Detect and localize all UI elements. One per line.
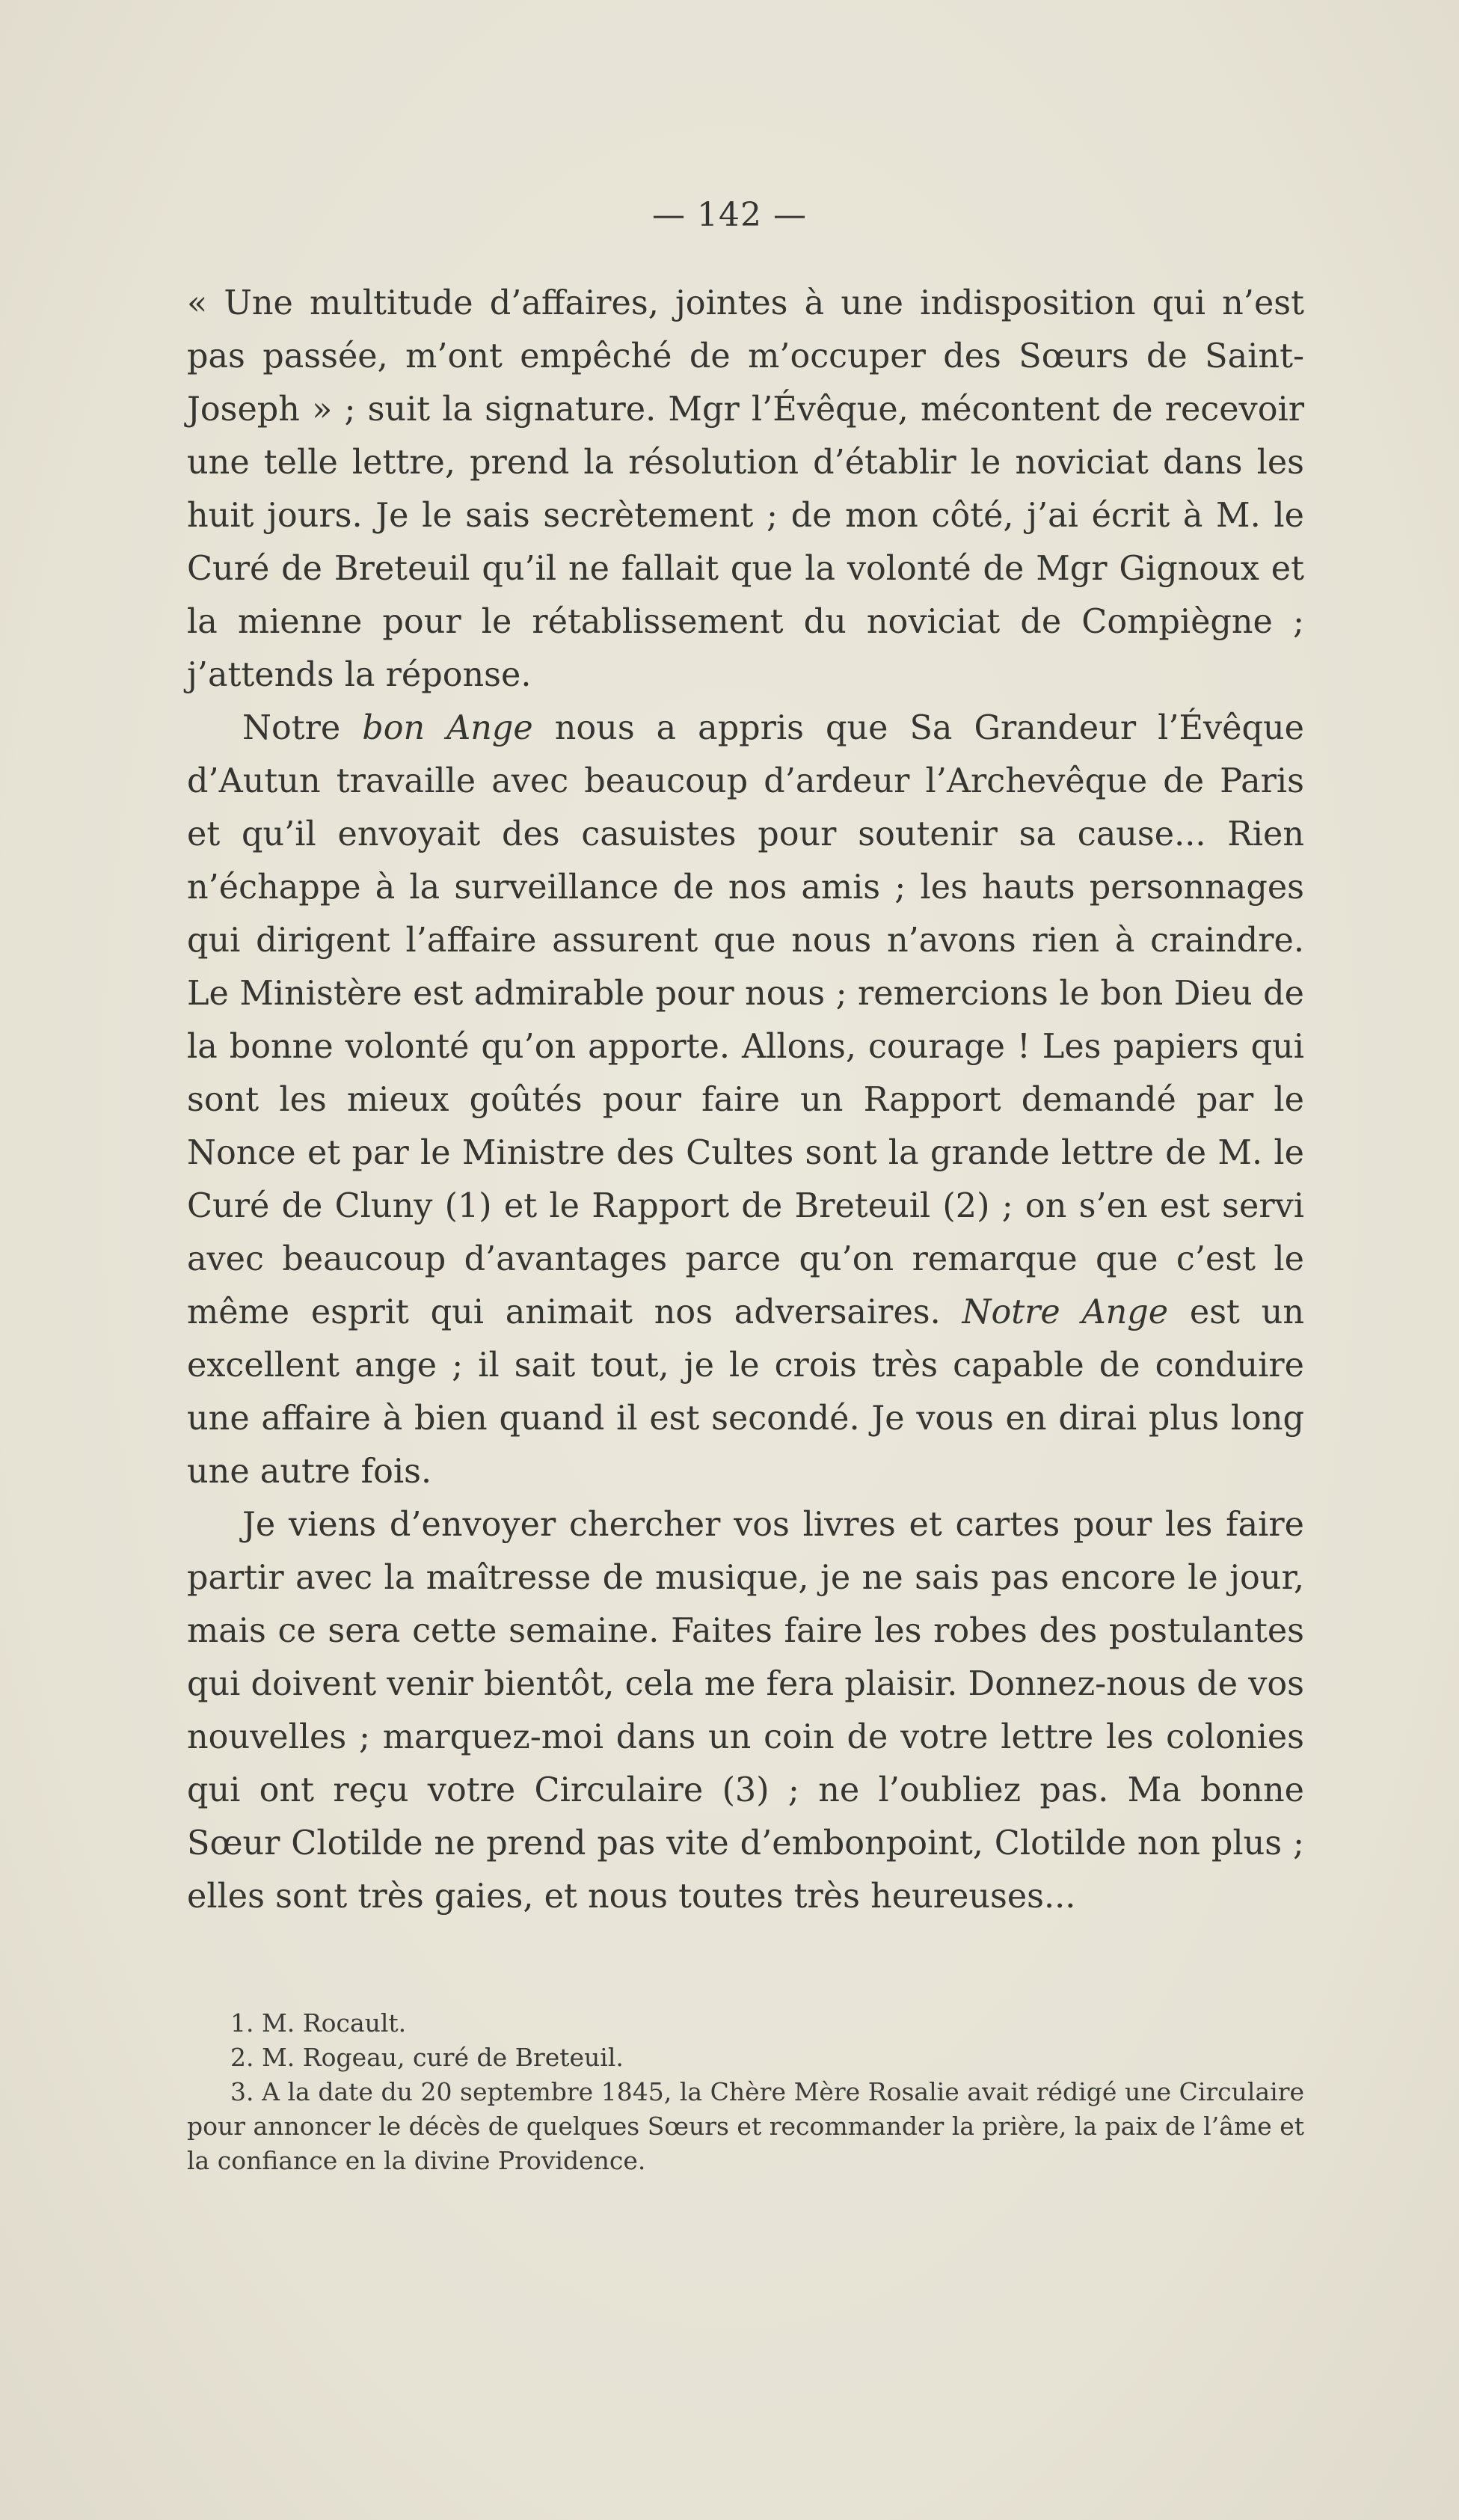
paragraph-3: Je viens d’envoyer chercher vos livres et cartes pour les faire partir avec la maîtresse de musique, je ne sais pas encore le jour, mais ce sera cette semaine. Faites faire les robes des postulantes qui doivent venir bientôt, cela me fera plaisir. Donnez-nous de vos nouvelles ; marquez-moi dans un coin de votre lettre les colonies qui ont reçu votre Circulaire (3) ; ne l’oubliez pas. Ma bonne Sœur Clotilde ne prend pas vite d’embonpoint, Clotilde non plus ; elles sont très gaies, et nous toutes très heureuses... [187,1506,1304,1916]
footnote-2: 2. M. Rogeau, curé de Breteuil. [230,2043,624,2072]
footnote-3: 3. A la date du 20 septembre 1845, la Chère Mère Rosalie avait rédigé une Circulaire pour annoncer le décès de quelques Sœurs et recommander la prière, la paix de l’âme et la confiance en la divine Providence. [187,2077,1304,2175]
paragraph-2-middle: nous a appris que Sa Grandeur l’Évêque d’Autun travaille avec beaucoup d’ardeur l’Archevêque de Paris et qu’il envoyait des casuistes pour soutenir sa cause... Rien n’échappe à la surveillance de nos amis ; les hauts personnages qui dirigent l’affaire assurent que nous n’avons rien à craindre. Le Ministère est admirable pour nous ; remercions le bon Dieu de la bonne volonté qu’on apporte. Allons, courage ! Les papiers qui sont les mieux goûtés pour faire un Rapport demandé par le Nonce et par le Ministre des Cultes sont la grande lettre de M. le Curé de Cluny (1) et le Rapport de Breteuil (2) ; on s’en est servi avec beaucoup d’avantages parce qu’on remarque que c’est le même esprit qui animait nos adversaires. [187,709,1304,1331]
italic-notre-ange: Notre Ange [962,1293,1169,1331]
italic-bon-ange: bon Ange [362,709,533,747]
paragraph-2-end: est un excellent ange ; il sait tout, je le crois très capable de conduire une affaire à bien quand il est secondé. Je vous en dirai plus long une autre fois. [187,1293,1304,1491]
paragraph-1: « Une multitude d’affaires, jointes à une indisposition qui n’est pas passée, m’ont empêché de m’occuper des Sœurs de Saint-Joseph » ; suit la signature. Mgr l’Évêque, mécontent de recevoir une telle lettre, prend la résolution d’établir le noviciat dans les huit jours. Je le sais secrètement ; de mon côté, j’ai écrit à M. le Curé de Breteuil qu’il ne fallait que la volonté de Mgr Gignoux et la mienne pour le rétablissement du noviciat de Compiègne ; j’attends la réponse. [187,284,1304,694]
paragraph-2 [187,702,1304,1498]
footnote-1: 1. M. Rocault. [230,2008,407,2038]
paragraph-2-start: Notre [242,709,363,747]
page-number: — 142 — [652,196,807,234]
body-text [187,277,1304,1923]
footnotes [187,2006,1304,2178]
